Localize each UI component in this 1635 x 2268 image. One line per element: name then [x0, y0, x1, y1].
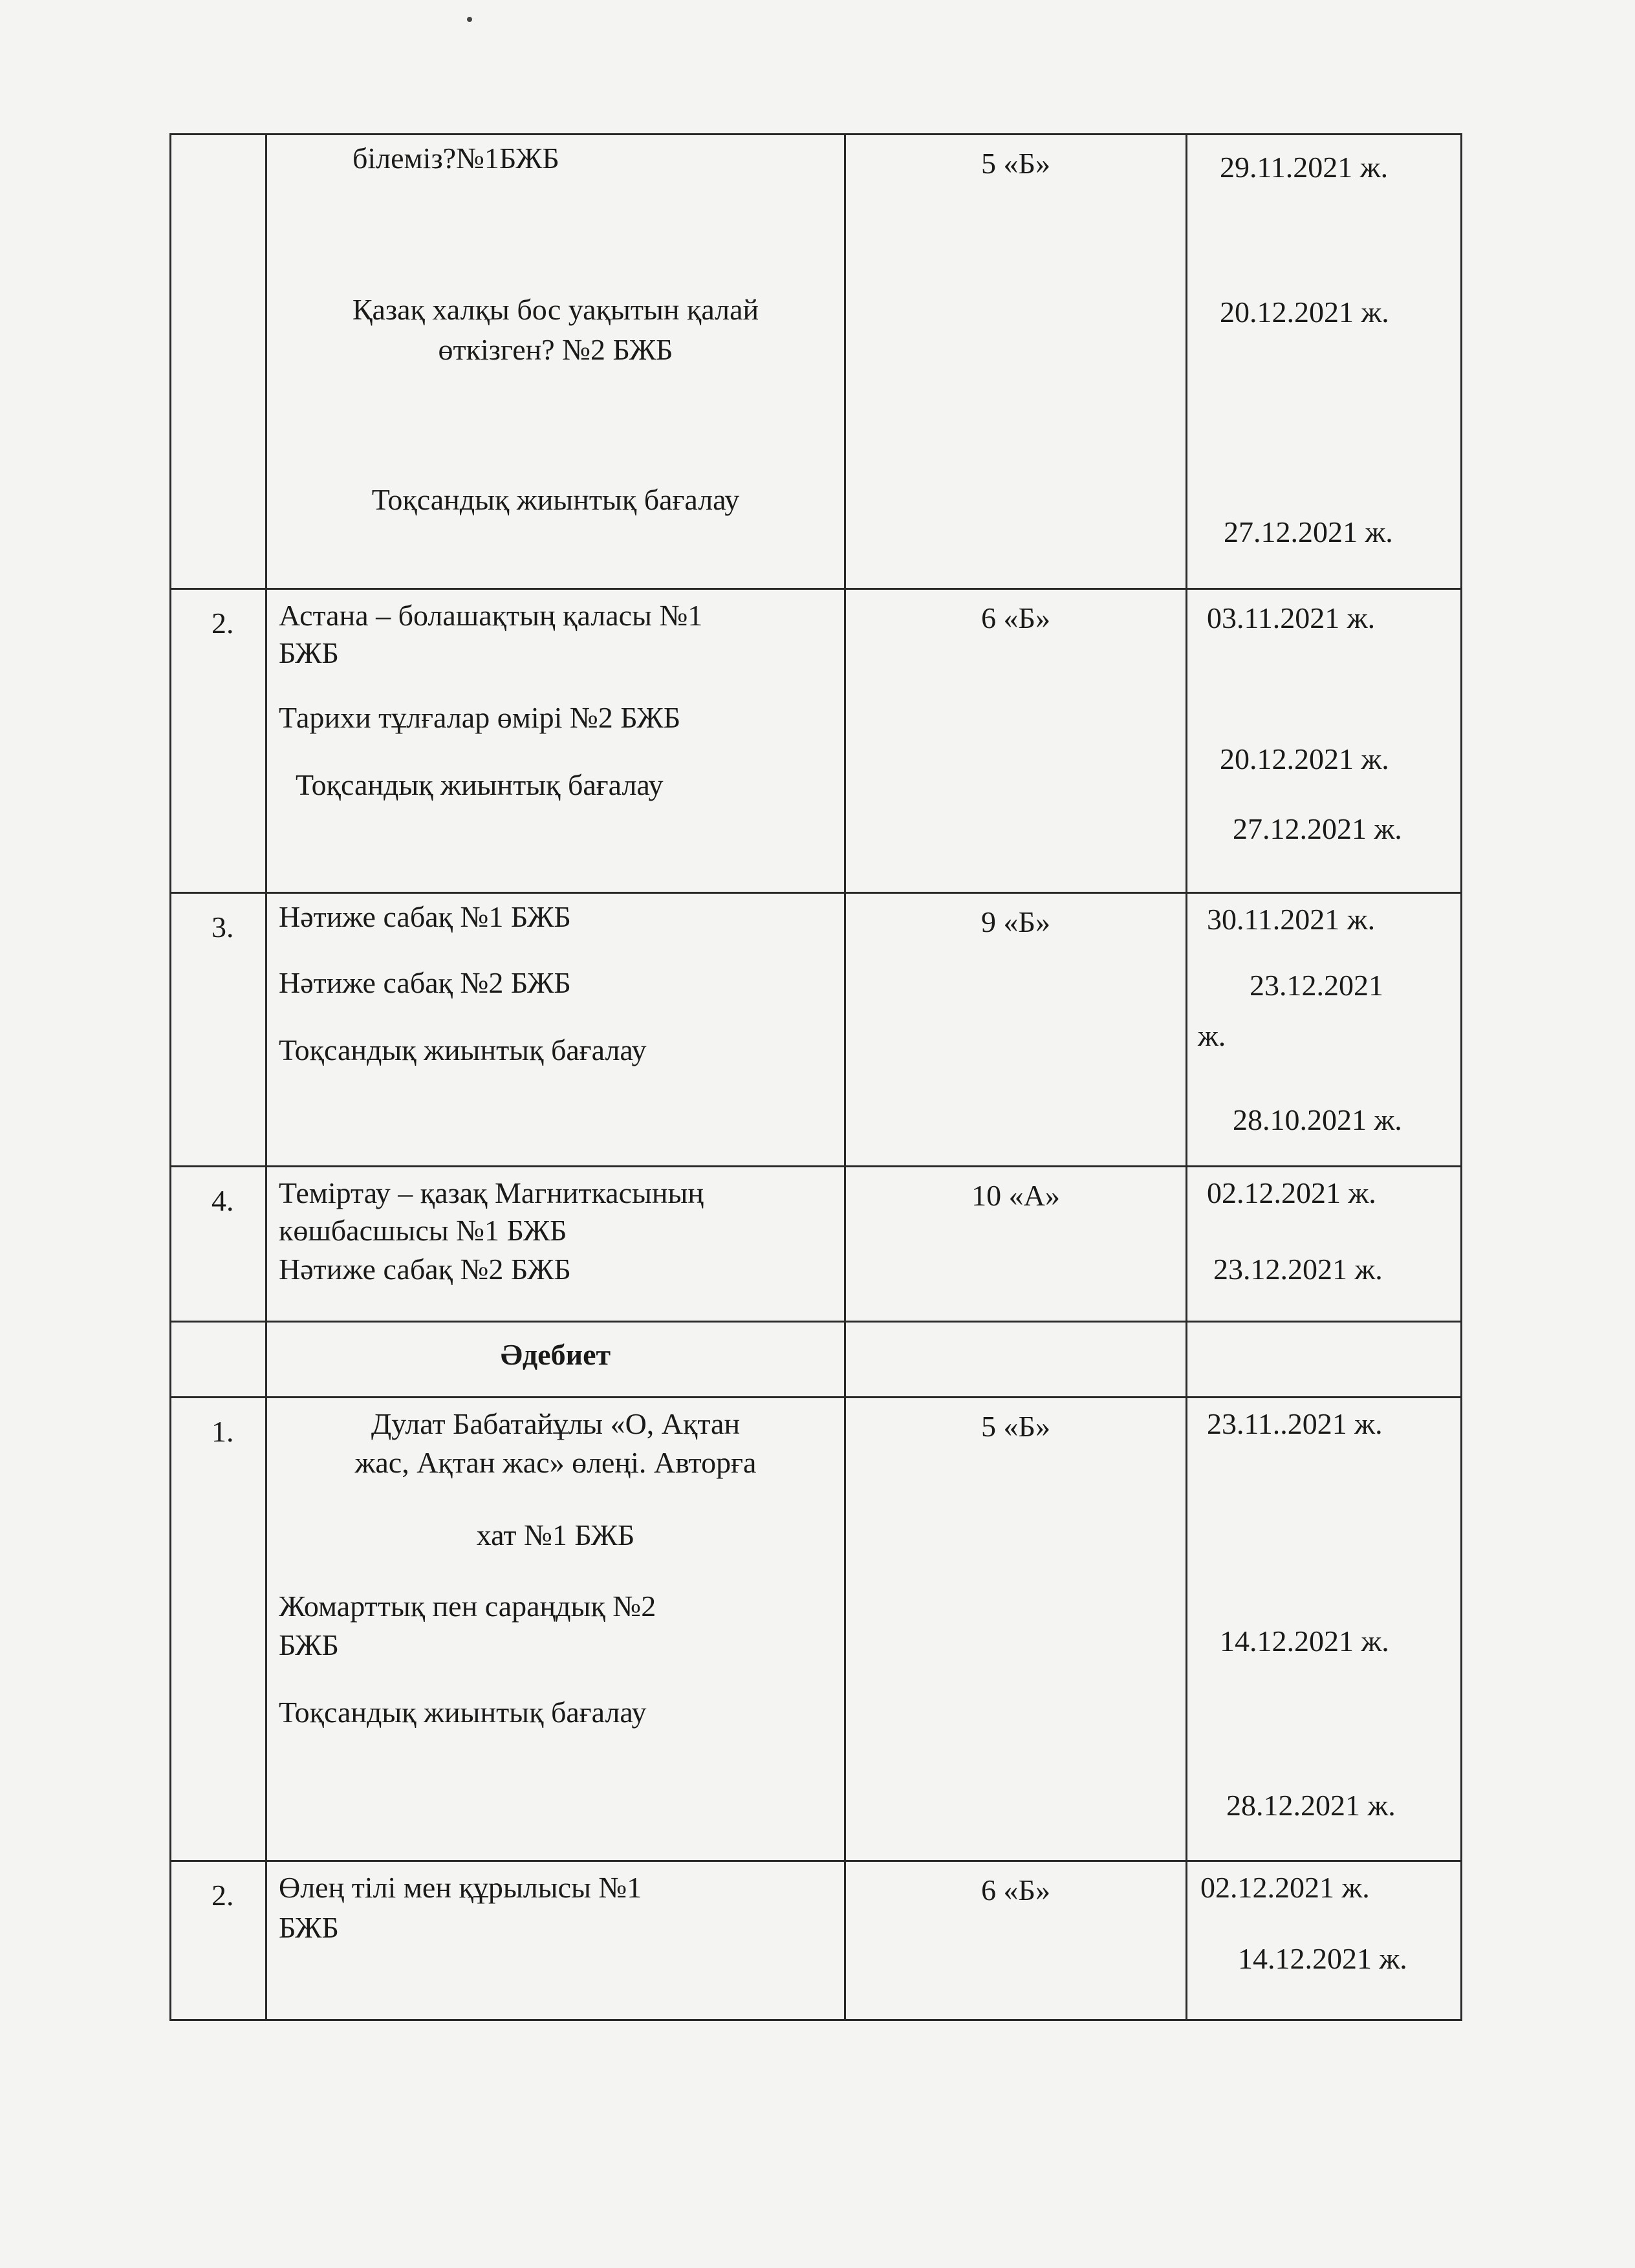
topic-line: Тоқсандық жиынтық бағалау	[296, 768, 664, 801]
topic-cell	[266, 893, 845, 1167]
date-line: 20.12.2021 ж.	[1220, 742, 1389, 775]
topic-line: Нәтиже сабақ №1 БЖБ	[279, 900, 571, 933]
section-empty-cell	[845, 1322, 1187, 1398]
row-number-cell	[171, 135, 266, 589]
section-empty-cell	[171, 1322, 266, 1398]
table-row	[171, 1398, 1462, 1861]
class-label: 5 «Б»	[981, 1410, 1050, 1443]
date-cell	[1187, 1167, 1462, 1322]
table-row	[171, 1167, 1462, 1322]
date-line: 20.12.2021 ж.	[1220, 296, 1389, 329]
topic-line: хат №1 БЖБ	[476, 1518, 635, 1551]
date-line: 30.11.2021 ж.	[1207, 903, 1376, 936]
date-cell	[1187, 589, 1462, 893]
row-number: 2.	[211, 607, 234, 640]
date-line: 27.12.2021 ж.	[1233, 812, 1402, 845]
date-line: 23.12.2021	[1250, 969, 1383, 1002]
topic-line: Астана – болашақтың қаласы №1	[279, 599, 703, 632]
topic-line: Дулат Бабатайұлы «О, Ақтан	[371, 1407, 741, 1440]
table-row	[171, 893, 1462, 1167]
topic-cell	[266, 589, 845, 893]
topic-cell	[266, 135, 845, 589]
topic-line: көшбасшысы №1 БЖБ	[279, 1214, 567, 1247]
date-line: 28.10.2021 ж.	[1233, 1103, 1402, 1136]
date-line: 28.12.2021 ж.	[1226, 1789, 1396, 1822]
topic-line: Қазақ халқы бос уақытын қалай	[352, 293, 759, 326]
topic-line: Нәтиже сабақ №2 БЖБ	[279, 1253, 571, 1286]
scan-speck	[467, 17, 472, 22]
topic-line: білеміз?№1БЖБ	[352, 142, 559, 175]
class-cell	[845, 1861, 1187, 2020]
class-label: 9 «Б»	[981, 905, 1050, 938]
date-line: 14.12.2021 ж.	[1220, 1625, 1389, 1658]
class-label: 5 «Б»	[981, 147, 1050, 180]
date-line: 23.11..2021 ж.	[1207, 1407, 1383, 1440]
row-number-cell	[171, 589, 266, 893]
topic-cell	[266, 1398, 845, 1861]
topic-line: БЖБ	[279, 1628, 339, 1661]
topic-line: Нәтиже сабақ №2 БЖБ	[279, 966, 571, 999]
topic-line: жас, Ақтан жас» өлеңі. Авторға	[354, 1446, 757, 1479]
topic-line: Теміртау – қазақ Магниткасының	[279, 1176, 704, 1209]
topic-line: БЖБ	[279, 1911, 339, 1944]
date-line: 14.12.2021 ж.	[1238, 1942, 1407, 1975]
topic-cell	[266, 1861, 845, 2020]
topic-cell	[266, 1167, 845, 1322]
date-line: 02.12.2021 ж.	[1200, 1871, 1370, 1904]
assessment-schedule-table	[169, 133, 1462, 2021]
topic-line: БЖБ	[279, 636, 339, 669]
date-line: ж.	[1198, 1019, 1226, 1052]
row-number: 4.	[211, 1184, 234, 1217]
topic-line: Тарихи тұлғалар өмірі №2 БЖБ	[279, 701, 681, 734]
class-cell	[845, 893, 1187, 1167]
topic-line: Жомарттық пен сараңдық №2	[279, 1590, 656, 1623]
date-cell	[1187, 1861, 1462, 2020]
row-number-cell	[171, 1167, 266, 1322]
class-label: 6 «Б»	[981, 1874, 1050, 1906]
row-number: 2.	[211, 1879, 234, 1912]
section-title-cell	[266, 1322, 845, 1398]
date-line: 23.12.2021 ж.	[1213, 1253, 1383, 1286]
class-cell	[845, 1398, 1187, 1861]
class-cell	[845, 135, 1187, 589]
date-cell	[1187, 893, 1462, 1167]
row-number-cell	[171, 1861, 266, 2020]
class-label: 10 «А»	[971, 1179, 1060, 1212]
row-number: 3.	[211, 911, 234, 944]
topic-line: Тоқсандық жиынтық бағалау	[279, 1033, 647, 1066]
date-cell	[1187, 1398, 1462, 1861]
row-number-cell	[171, 1398, 266, 1861]
date-line: 29.11.2021 ж.	[1220, 151, 1389, 184]
topic-line: өткізген? №2 БЖБ	[438, 333, 673, 366]
table-row	[171, 589, 1462, 893]
table-row	[171, 135, 1462, 589]
class-cell	[845, 1167, 1187, 1322]
section-empty-cell	[1187, 1322, 1462, 1398]
row-number-cell	[171, 893, 266, 1167]
class-cell	[845, 589, 1187, 893]
date-line: 03.11.2021 ж.	[1207, 601, 1376, 634]
table-row	[171, 1861, 1462, 2020]
section-header-row	[171, 1322, 1462, 1398]
topic-line: Тоқсандық жиынтық бағалау	[279, 1696, 647, 1729]
date-line: 27.12.2021 ж.	[1224, 515, 1393, 548]
section-title: Әдебиет	[500, 1338, 611, 1371]
topic-line: Тоқсандық жиынтық бағалау	[371, 483, 740, 516]
class-label: 6 «Б»	[981, 601, 1050, 634]
topic-line: Өлең тілі мен құрылысы №1	[279, 1871, 642, 1904]
date-line: 02.12.2021 ж.	[1207, 1176, 1376, 1209]
row-number: 1.	[211, 1415, 234, 1448]
date-cell	[1187, 135, 1462, 589]
